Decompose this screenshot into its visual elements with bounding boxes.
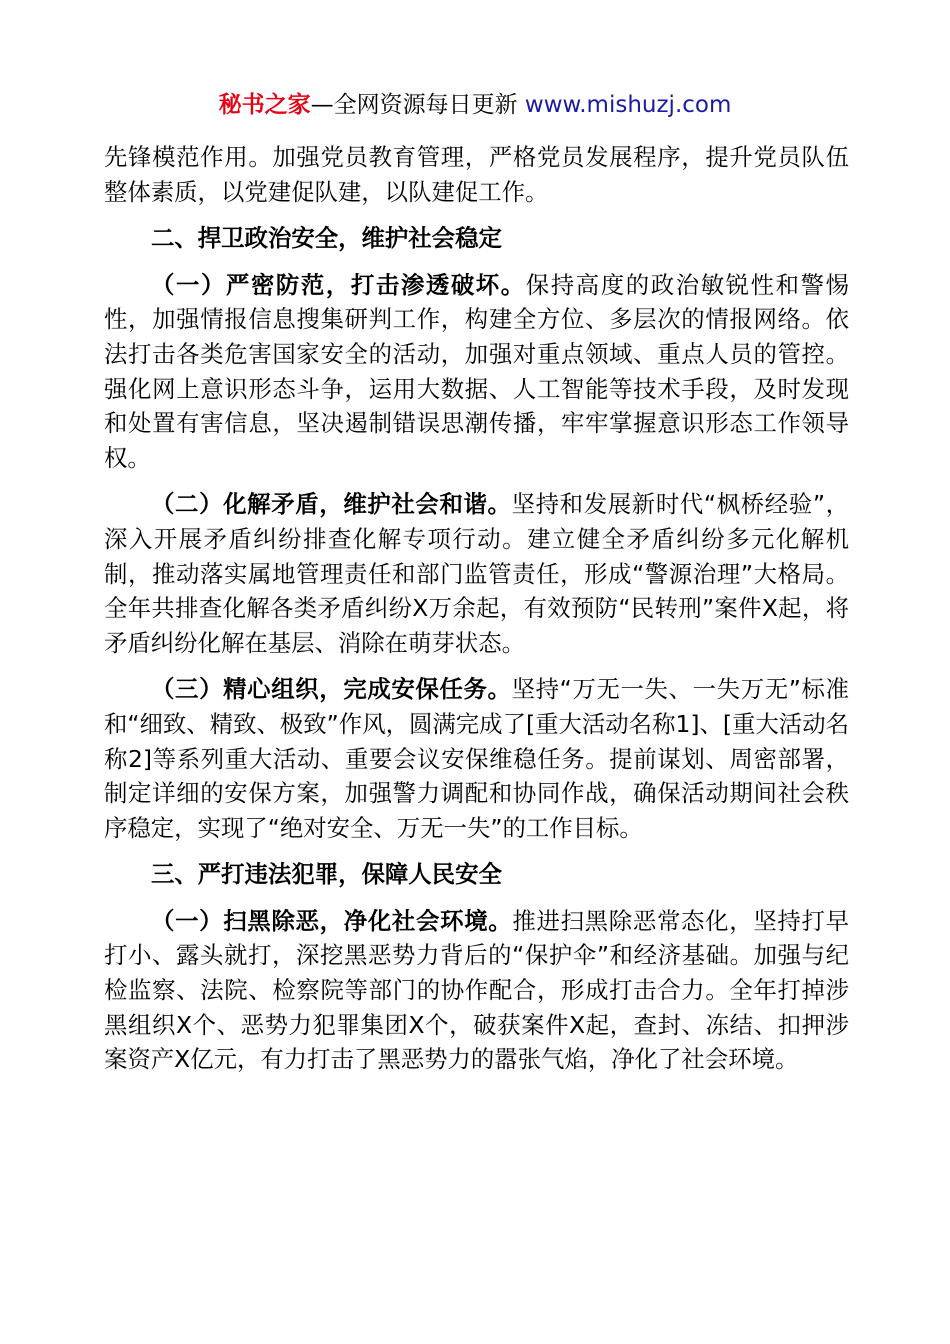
- document-body: [104, 140, 849, 1077]
- paragraph-lead: （一）扫黑除恶，净化社会环境。: [151, 906, 513, 935]
- paragraph-lead: （二）化解矛盾，维护社会和谐。: [151, 490, 512, 519]
- section-heading-2: [104, 221, 849, 256]
- paragraph-lead: （三）精心组织，完成安保任务。: [151, 675, 512, 704]
- section-heading-3: [104, 857, 849, 892]
- paragraph-continuation: [104, 140, 849, 209]
- paragraph-text: 保持高度的政治敏锐性和警惕性，加强情报信息搜集研判工作，构建全方位、多层次的情报网络。依法打击各类危害国家安全的活动，加强对重点领域、重点人员的管控。强化网上意识形态斗争，运用大数据、人工智能等技术手段，及时发现和处置有害信息，坚决遏制错误思潮传播，牢牢掌握意识形态工作领导权。: [104, 270, 850, 472]
- heading-text: 三、严打违法犯罪，保障人民安全: [151, 860, 502, 889]
- paragraph-2-3: [104, 672, 849, 845]
- page-header: [0, 88, 950, 122]
- paragraph-text: 推进扫黑除恶常态化，坚持打早打小、露头就打，深挖黑恶势力背后的“保护伞”和经济基础。加强与纪检监察、法院、检察院等部门的协作配合，形成打击合力。全年打掉涉黑组织X个、恶势力犯罪集团X个，破获案件X起，查封、冻结、扣押涉案资产X亿元，有力打击了黑恶势力的嚣张气焰，净化了社会环境。: [104, 906, 850, 1074]
- paragraph-text: 坚持“万无一失、一失万无”标准和“细致、精致、极致”作风，圆满完成了[重大活动名称1]、[重大活动名称2]等系列重大活动、重要会议安保维稳任务。提前谋划、周密部署，制定详细的安保方案，加强警力调配和协同作战，确保活动期间社会秩序稳定，实现了“绝对安全、万无一失”的工作目标。: [104, 675, 849, 842]
- paragraph-text: 坚持和发展新时代“枫桥经验”，深入开展矛盾纠纷排查化解专项行动。建立健全矛盾纠纷多元化解机制，推动落实属地管理责任和部门监管责任，形成“警源治理”大格局。全年共排查化解各类矛盾纠纷X万余起，有效预防“民转刑”案件X起，将矛盾纠纷化解在基层、消除在萌芽状态。: [104, 490, 849, 657]
- paragraph-text: 先锋模范作用。加强党员教育管理，严格党员发展程序，提升党员队伍整体素质，以党建促队建，以队建促工作。: [104, 143, 849, 206]
- paragraph-2-2: [104, 487, 849, 660]
- paragraph-lead: （一）严密防范，打击渗透破坏。: [151, 270, 526, 299]
- site-tagline: —全网资源每日更新: [310, 92, 518, 118]
- site-brand: 秘书之家: [218, 92, 311, 118]
- paragraph-2-1: [104, 268, 849, 476]
- site-url-link[interactable]: www.mishuzj.com: [524, 92, 732, 118]
- heading-text: 二、捍卫政治安全，维护社会稳定: [151, 224, 502, 253]
- paragraph-3-1: [104, 904, 849, 1077]
